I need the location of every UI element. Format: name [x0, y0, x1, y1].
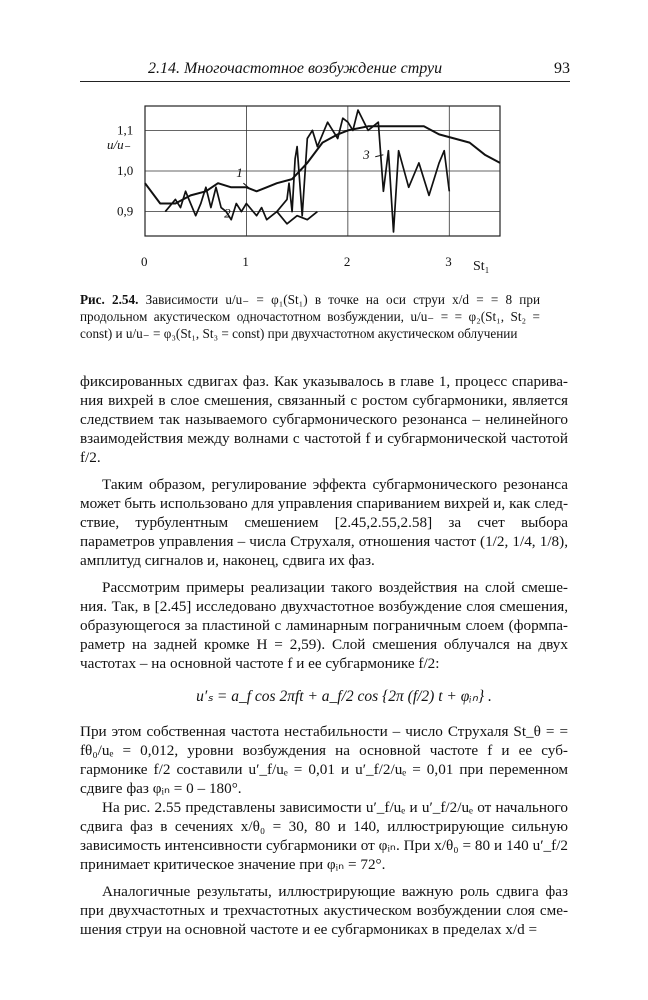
figure-2-54: [95, 96, 515, 281]
p5-line: зависимость интенсивности субгармоники от φᵢₙ. При x/θ₀ = 80 и 140: [80, 837, 529, 854]
p4-line: При этом собственная частота нестабильности – число Струхаля St_θ =: [80, 723, 555, 740]
p5-line: сдвига фаз в сечениях x/θ₀ = 30, 80 и 140, иллюстрирующие сильную: [80, 818, 568, 835]
p4-line: сдвиге фаз φᵢₙ = 0 – 180°.: [80, 780, 242, 797]
page-number: 93: [554, 60, 570, 77]
figure-caption: [80, 291, 540, 342]
p1-line: взаимодействия между волнами с частотой f и субгармонической частотой: [80, 430, 568, 447]
y-tick-label: 0,9: [117, 203, 134, 219]
x-tick-label: 0: [141, 254, 148, 269]
p6-line: шения струи на основной частоте и ее субгармониках в пределах x/d =: [80, 921, 538, 938]
y-axis-label: u/u₋: [107, 137, 131, 152]
p5-line: На рис. 2.55 представлены зависимости u′_f/uₑ и u′_f/2/uₑ от начального: [102, 799, 568, 816]
page-header: [80, 58, 570, 82]
x-tick-label: 2: [343, 254, 351, 269]
paragraph-2: [80, 475, 568, 570]
p2-line: управления – числа Струхаля, отношения частот (1/2, 1/4, 1/8), амплитуд: [80, 533, 568, 569]
chart: [95, 96, 515, 281]
caption-text: Зависимости u/u₋ = φ₁(St₁) в точке на оси струи x/d = = 8 при продольном акустическом одночастотном возбуждении, u/u₋ = = φ₂(St₁, St₂ = const) и u/u₋ = φ₃(St₁, St₃ = const) при двухчастотном акустическом облучении: [80, 292, 541, 341]
p3-line: ния. Так, в [2.45] исследовано двухчастотное возбуждение слоя смешения,: [80, 598, 568, 615]
paragraph-1: [80, 372, 568, 467]
p2-line: Таким образом, регулирование эффекта субгармонического резонанса: [102, 476, 568, 493]
curve-label-3: 3: [363, 146, 370, 162]
caption-label: Рис. 2.54.: [80, 292, 139, 307]
p1-line: ния вихрей в слое смешения, связанный с ростом субгармоники, является: [80, 392, 568, 409]
p3-line: образующегося за пластиной с ламинарным пограничным слоем (формпа-: [80, 617, 568, 634]
p3-line: Рассмотрим примеры реализации такого воздействия на слой смеше-: [102, 579, 568, 596]
series-2-line: [165, 187, 317, 224]
p4-line: гармонике f/2 составили u′_f/uₑ = 0,01 и u′_f/2/uₑ = 0,01 при переменном: [80, 761, 568, 778]
p5-line: u′_f/2 принимает критическое значение при φᵢₙ = 72°.: [80, 837, 568, 873]
y-tick-label: 1,0: [117, 163, 134, 178]
x-tick-label: 3: [445, 254, 452, 269]
p1-line: f/2.: [80, 449, 101, 466]
p2-line: ствие, турбулентным смешением [2.45,2.55,2.58] за счет выбора параметров: [80, 514, 568, 550]
body-text: [80, 372, 568, 939]
p1-line: следствием так называемого субгармонического резонанса – нелинейного: [80, 411, 568, 428]
p2-line: сигналов и, наконец, сдвига их фаз.: [144, 552, 375, 569]
label-leader: [375, 155, 383, 157]
running-title: 2.14. Многочастотное возбуждение струи: [148, 60, 443, 77]
paragraph-3: [80, 578, 568, 673]
p6-line: Аналогичные результаты, иллюстрирующие важную роль сдвига фаз: [102, 883, 568, 900]
p6-line: при двухчастотных и трехчастотных акустическом возбуждении слоя сме-: [80, 902, 568, 919]
p4-line: = fθ₀/uₑ = 0,012, уровни возбуждения на основной частоте f и ее суб-: [80, 723, 569, 759]
x-axis-label: St₁: [473, 259, 490, 274]
p2-line: может быть использовано для управления спариванием вихрей и, как след-: [80, 495, 568, 512]
y-tick-label: 1,1: [117, 122, 134, 138]
p1-line: фиксированных сдвигах фаз. Как указывалось в главе 1, процесс спарива-: [80, 373, 568, 390]
p3-line: раметр на задней кромке H = 2,59). Слой смешения облучался на двух: [80, 636, 568, 653]
formula: u′ₛ = a_f cos 2πft + a_f/2 cos {2π (f/2) t + φᵢₙ} .: [196, 688, 492, 705]
paragraph-4: [80, 722, 568, 798]
paragraph-5: [80, 798, 568, 874]
grid: [117, 106, 500, 269]
header-rule: [80, 81, 570, 82]
x-tick-label: 1: [242, 254, 249, 269]
curve-label-1: 1: [236, 165, 243, 181]
paragraph-6: [80, 882, 568, 939]
curve-label-2: 2: [224, 205, 231, 221]
p3-line: частотах – на основной частоте f и ее субгармонике f/2:: [80, 655, 440, 672]
